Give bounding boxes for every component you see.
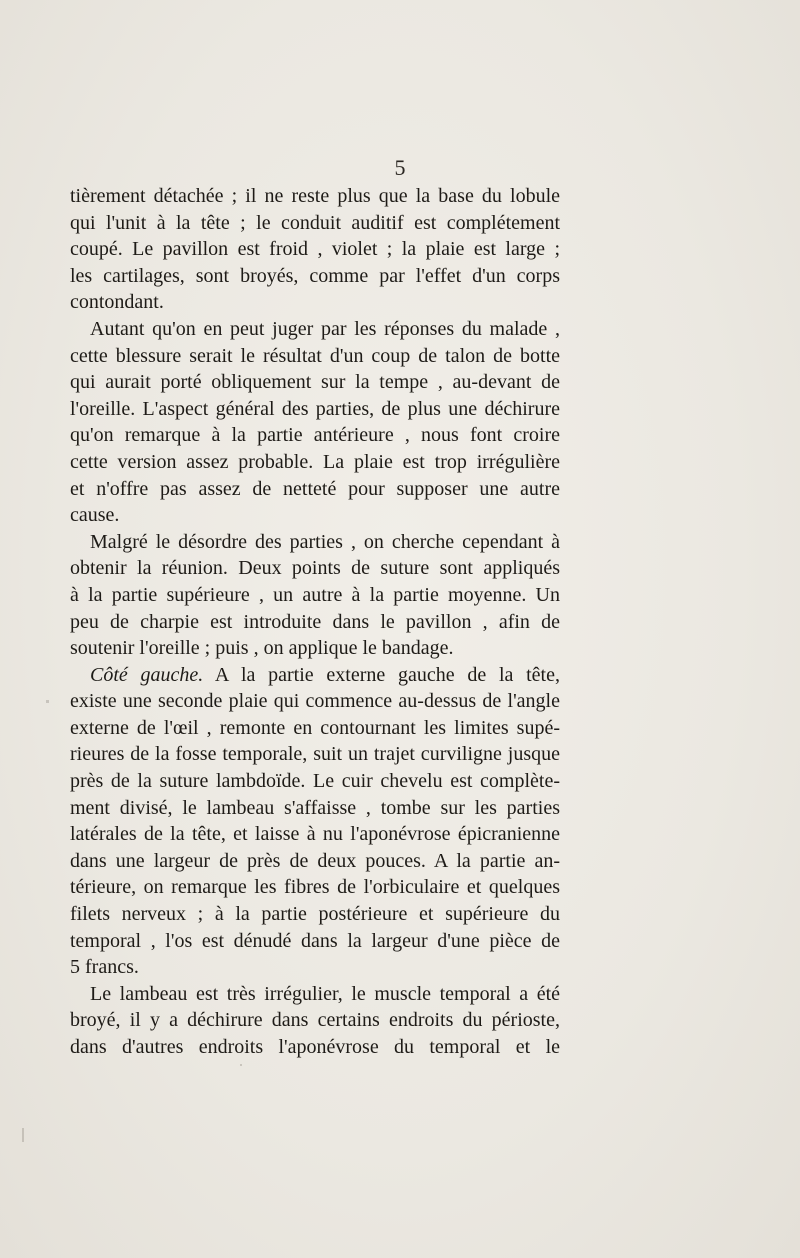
text-line: qu'on remarque à la partie antérieure , nous font croire: [70, 424, 560, 447]
paper-speck: [240, 1064, 242, 1066]
text-line: cette version assez probable. La plaie est trop irrégulière: [70, 450, 560, 473]
text-line: contondant.: [70, 291, 164, 314]
text-line: près de la suture lambdoïde. Le cuir chevelu est complète-: [70, 770, 560, 793]
text-line: ment divisé, le lambeau s'affaisse , tombe sur les parties: [70, 796, 560, 819]
text-line: peu de charpie est introduite dans le pavillon , afin de: [70, 610, 560, 633]
text-line: à la partie supérieure , un autre à la partie moyenne. Un: [70, 583, 560, 606]
text-line: dans une largeur de près de deux pouces. A la partie an-: [70, 849, 560, 872]
text-line: qui aurait porté obliquement sur la tempe , au-devant de: [70, 371, 560, 394]
text-line: coupé. Le pavillon est froid , violet ; la plaie est large ;: [70, 238, 560, 261]
text-line: qui l'unit à la tête ; le conduit auditif est complétement: [70, 211, 560, 234]
page-number: 5: [394, 155, 406, 180]
text-line: obtenir la réunion. Deux points de suture sont appliqués: [70, 557, 560, 580]
text-line: et n'offre pas assez de netteté pour supposer une autre: [70, 477, 560, 500]
text-line: Autant qu'on en peut juger par les réponses du malade ,: [90, 317, 560, 340]
text-line: broyé, il y a déchirure dans certains endroits du périoste,: [70, 1009, 560, 1032]
text-line: les cartilages, sont broyés, comme par l'effet d'un corps: [70, 264, 560, 287]
text-line: externe de l'œil , remonte en contournant les limites supé-: [70, 716, 560, 739]
text-line: rieures de la fosse temporale, suit un trajet curviligne jusque: [70, 743, 560, 766]
text-line: tièrement détachée ; il ne reste plus que la base du lobule: [70, 185, 560, 207]
text-line: filets nerveux ; à la partie postérieure et supérieure du: [70, 903, 560, 926]
text-line: térieure, on remarque les fibres de l'orbiculaire et quelques: [70, 876, 560, 899]
text-line: cette blessure serait le résultat d'un coup de talon de botte: [70, 344, 560, 367]
paragraph-2: [70, 316, 560, 529]
paper-speck: [22, 1128, 24, 1142]
text-line: latérales de la tête, et laisse à nu l'aponévrose épicranienne: [70, 823, 560, 846]
paper-speck: [46, 700, 49, 703]
section-lead-italic: Côté gauche.: [90, 663, 204, 686]
text-line: cause.: [70, 504, 120, 527]
text-line: 5 francs.: [70, 956, 139, 979]
paragraph-3: [70, 529, 560, 662]
paragraph-1: [70, 183, 560, 316]
text-line: l'oreille. L'aspect général des parties, de plus une déchirure: [70, 397, 560, 420]
text-line: Malgré le désordre des parties , on cherche cependant à: [90, 530, 560, 553]
text-line: [70, 662, 560, 689]
text-line-rest: A la partie externe gauche de la tête,: [203, 663, 560, 686]
text-line: temporal , l'os est dénudé dans la largeur d'une pièce de: [70, 929, 560, 952]
text-line: soutenir l'oreille ; puis , on applique le bandage.: [70, 637, 454, 660]
text-line: Le lambeau est très irrégulier, le muscle temporal a été: [90, 982, 560, 1005]
text-line: dans d'autres endroits l'aponévrose du temporal et le: [70, 1036, 560, 1058]
body-text: [70, 183, 560, 1061]
paragraph-4: [70, 662, 560, 981]
paragraph-5: [70, 981, 560, 1061]
text-line: existe une seconde plaie qui commence au-dessus de l'angle: [70, 690, 560, 713]
